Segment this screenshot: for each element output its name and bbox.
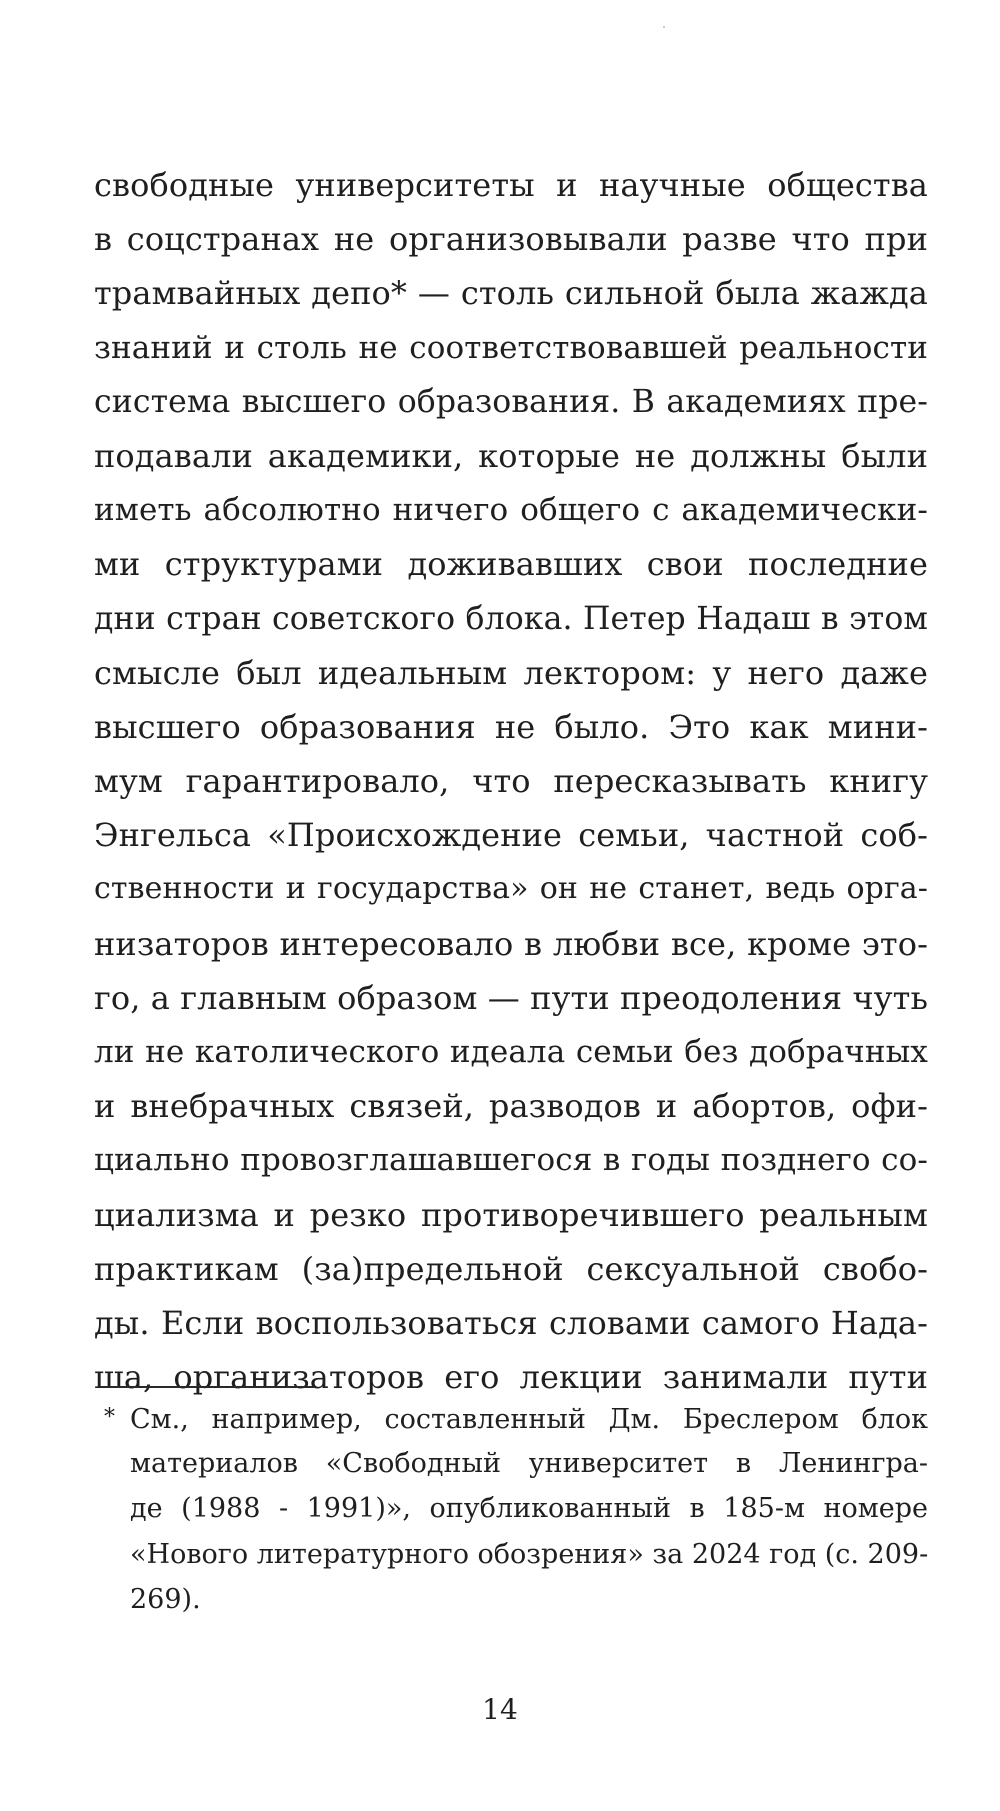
body-line: трамвайных депо* — столь сильной была жажда bbox=[94, 274, 928, 313]
body-line: ми структурами доживавших свои последние bbox=[94, 545, 928, 584]
body-text bbox=[94, 158, 928, 1404]
body-line: Энгельса «Происхождение семьи, частной соб- bbox=[94, 816, 928, 855]
body-line: высшего образования не было. Это как мини- bbox=[94, 707, 928, 746]
footnote bbox=[104, 1395, 928, 1623]
body-line: знаний и столь не соответствовавшей реальности bbox=[94, 329, 928, 366]
body-line: ды. Если воспользоваться словами самого Нада- bbox=[94, 1303, 928, 1342]
body-line: система высшего образования. В академиях пре- bbox=[94, 383, 928, 420]
body-line: циализма и резко противоречившего реальным bbox=[94, 1195, 928, 1234]
footnote-line: «Нового литературного обозрения» за 2024 год (с. 209- bbox=[130, 1538, 929, 1570]
body-line: мум гарантировало, что пересказывать книгу bbox=[94, 762, 928, 801]
body-line: низаторов интересовало в любви все, кроме это- bbox=[94, 924, 928, 963]
body-line: подавали академики, которые не должны были bbox=[94, 436, 928, 475]
body-line: свободные университеты и научные общества bbox=[94, 166, 928, 204]
body-line: дни стран советского блока. Петер Надаш в этом bbox=[94, 600, 928, 637]
body-line: практикам (за)предельной сексуальной свобо- bbox=[94, 1249, 928, 1288]
body-line: и внебрачных связей, разводов и абортов, офи- bbox=[94, 1087, 928, 1126]
footnote-marker: * bbox=[104, 1405, 115, 1430]
footnote-divider bbox=[100, 1386, 314, 1388]
body-line: ша, организаторов его лекции занимали пути bbox=[94, 1358, 928, 1397]
body-line: го, а главным образом — пути преодоления чуть bbox=[94, 978, 928, 1017]
body-line: в соцстранах не организовывали разве что при bbox=[94, 220, 928, 259]
footnote-line: 269). bbox=[130, 1584, 201, 1615]
footnote-line: материалов «Свободный университет в Ленингра- bbox=[130, 1447, 928, 1479]
scan-speck bbox=[663, 26, 665, 28]
body-line: смысле был идеальным лектором: у него даже bbox=[94, 653, 928, 692]
body-line: ственности и государства» он не станет, ведь орга- bbox=[94, 871, 928, 907]
footnote-line bbox=[104, 1395, 928, 1441]
body-line: иметь абсолютно ничего общего с академически- bbox=[94, 492, 928, 529]
page-number: 14 bbox=[482, 1693, 518, 1726]
footnote-line: де (1988 - 1991)», опубликованный в 185-м номере bbox=[130, 1493, 928, 1524]
footnote-line-text: См., например, составленный Дм. Бреслером блок bbox=[130, 1404, 928, 1435]
body-line: циально провозглашавшегося в годы позднего со- bbox=[94, 1142, 928, 1179]
body-line: ли не католического идеала семьи без добрачных bbox=[94, 1034, 928, 1070]
